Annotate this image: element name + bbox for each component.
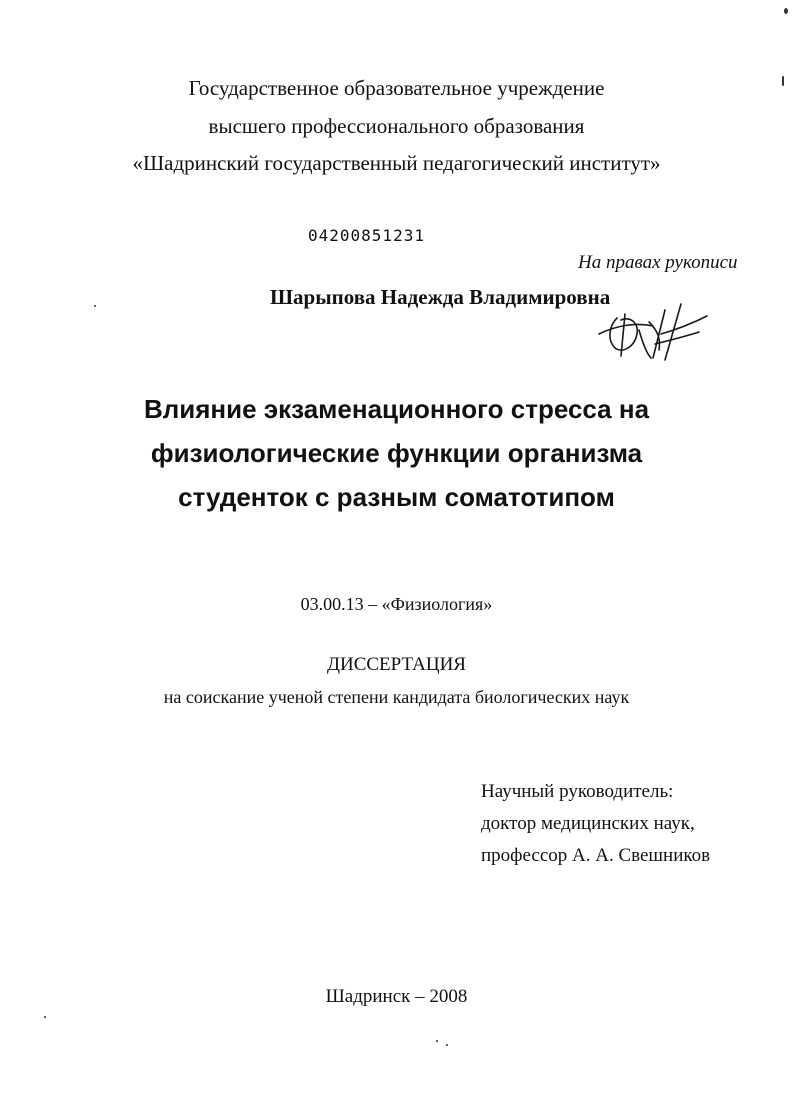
dissertation-subheading: на соискание ученой степени кандидата биологических наук xyxy=(163,687,630,707)
scan-speck xyxy=(94,305,96,307)
scan-speck xyxy=(446,1044,448,1046)
title-line-2: физиологические функции организма xyxy=(150,438,643,468)
author-signature xyxy=(595,300,715,362)
supervisor-degree: доктор медицинских наук, xyxy=(481,813,695,834)
title-line-3: студенток с разным соматотипом xyxy=(178,482,615,512)
institution-line-3: «Шадринский государственный педагогический институт» xyxy=(132,151,661,175)
supervisor-name: профессор А. А. Свешников xyxy=(481,845,711,866)
institution-line-2: высшего профессионального образования xyxy=(208,114,585,138)
scan-speck xyxy=(784,8,788,14)
title-line-1: Влияние экзаменационного стресса на xyxy=(143,394,650,424)
scan-speck xyxy=(782,76,784,86)
catalog-code: 04200851231 xyxy=(308,226,425,245)
scan-speck xyxy=(44,1016,46,1018)
manuscript-note: На правах рукописи xyxy=(578,252,738,273)
specialty: 03.00.13 – «Физиология» xyxy=(300,594,493,614)
institution-line-1: Государственное образовательное учреждение xyxy=(188,76,605,100)
author-name: Шарыпова Надежда Владимировна xyxy=(270,285,611,309)
supervisor-label: Научный руководитель: xyxy=(481,781,674,802)
place-year: Шадринск – 2008 xyxy=(325,986,468,1007)
dissertation-heading: ДИССЕРТАЦИЯ xyxy=(327,654,466,675)
scan-speck xyxy=(436,1040,438,1042)
